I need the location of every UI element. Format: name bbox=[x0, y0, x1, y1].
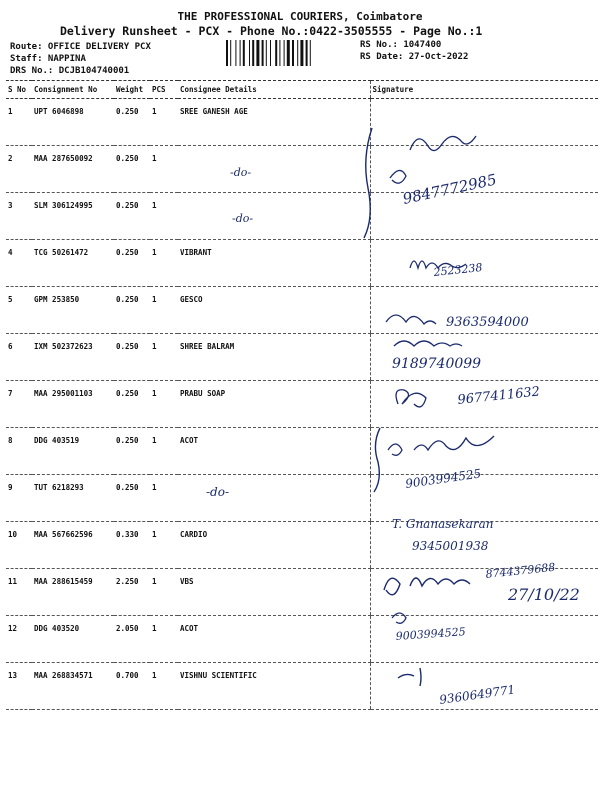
table-row bbox=[6, 663, 598, 710]
company-title: THE PROFESSIONAL COURIERS, Coimbatore bbox=[177, 10, 423, 23]
table-row bbox=[6, 616, 598, 663]
row-consignment: MAA 268834571 bbox=[32, 663, 114, 710]
row-consignment: DDG 403520 bbox=[32, 616, 114, 663]
row-weight: 0.250 bbox=[114, 428, 150, 475]
row-signature-cell bbox=[370, 240, 598, 287]
row-pcs: 1 bbox=[150, 193, 178, 240]
sig-name-10: T. Gnanasekaran bbox=[392, 517, 494, 531]
barcode-bar bbox=[270, 40, 271, 66]
row-sno: 9 bbox=[6, 475, 32, 522]
barcode-bar bbox=[310, 40, 311, 66]
sig-phone-11: 8744379688 bbox=[484, 560, 556, 581]
row-consignee: VIBRANT bbox=[178, 240, 370, 287]
row-signature-cell bbox=[370, 428, 598, 475]
barcode-icon bbox=[226, 40, 354, 66]
row-pcs: 1 bbox=[150, 663, 178, 710]
row-pcs: 1 bbox=[150, 240, 178, 287]
rs-date: RS Date: 27-Oct-2022 bbox=[360, 52, 469, 62]
row-consignment: MAA 288615459 bbox=[32, 569, 114, 616]
ditto-row-2: -do- bbox=[230, 166, 252, 179]
table-header-row bbox=[6, 81, 598, 99]
row-signature-cell bbox=[370, 616, 598, 663]
row-signature-cell bbox=[370, 522, 598, 569]
ditto-row-3: -do- bbox=[232, 212, 254, 225]
row-sno: 2 bbox=[6, 146, 32, 193]
sig-phone-7: 9677411632 bbox=[456, 384, 541, 408]
row-signature-cell bbox=[370, 287, 598, 334]
row-sno: 1 bbox=[6, 99, 32, 146]
drs-number: DRS No.: DCJB104740001 bbox=[10, 66, 130, 76]
row-pcs: 1 bbox=[150, 334, 178, 381]
row-consignee: ACOT bbox=[178, 428, 370, 475]
row-weight: 0.250 bbox=[114, 240, 150, 287]
row-consignment: SLM 306124995 bbox=[32, 193, 114, 240]
row-consignment: TCG 50261472 bbox=[32, 240, 114, 287]
barcode-bar bbox=[235, 40, 236, 66]
row-signature-cell bbox=[370, 193, 598, 240]
row-consignment: MAA 567662596 bbox=[32, 522, 114, 569]
row-signature-cell bbox=[370, 99, 598, 146]
row-consignee: GESCO bbox=[178, 287, 370, 334]
row-sno: 5 bbox=[6, 287, 32, 334]
row-consignment: TUT 6218293 bbox=[32, 475, 114, 522]
row-pcs: 1 bbox=[150, 616, 178, 663]
row-sno: 3 bbox=[6, 193, 32, 240]
row-sno: 11 bbox=[6, 569, 32, 616]
barcode-bar bbox=[297, 40, 298, 66]
row-consignee: CARDIO bbox=[178, 522, 370, 569]
row-weight: 0.700 bbox=[114, 663, 150, 710]
sig-phone-13: 9360649771 bbox=[438, 682, 517, 707]
row-consignee: VISHNU SCIENTIFIC bbox=[178, 663, 370, 710]
row-sno: 8 bbox=[6, 428, 32, 475]
col-consignee: Consignee Details bbox=[178, 81, 370, 99]
barcode-bar bbox=[243, 40, 245, 66]
sig-phone-12: 9003994525 bbox=[395, 625, 467, 643]
row-sno: 13 bbox=[6, 663, 32, 710]
row-signature-cell bbox=[370, 475, 598, 522]
table-row bbox=[6, 475, 598, 522]
row-consignee bbox=[178, 146, 370, 193]
barcode-bar bbox=[287, 40, 290, 66]
row-pcs: 1 bbox=[150, 287, 178, 334]
col-consignment: Consignment No bbox=[32, 81, 114, 99]
row-weight: 0.250 bbox=[114, 99, 150, 146]
sig-phone-1: 9847772985 bbox=[401, 170, 499, 208]
table-row bbox=[6, 193, 598, 240]
barcode-bar bbox=[256, 40, 259, 66]
sig-phone-10: 9345001938 bbox=[412, 539, 489, 553]
table-row bbox=[6, 428, 598, 475]
row-weight: 0.330 bbox=[114, 522, 150, 569]
row-weight: 2.050 bbox=[114, 616, 150, 663]
col-pcs: PCS bbox=[150, 81, 178, 99]
row-consignee: SHREE BALRAM bbox=[178, 334, 370, 381]
barcode-bar bbox=[262, 40, 264, 66]
row-weight: 0.250 bbox=[114, 193, 150, 240]
table-row bbox=[6, 522, 598, 569]
table-row bbox=[6, 287, 598, 334]
row-consignment: MAA 295001103 bbox=[32, 381, 114, 428]
row-weight: 0.250 bbox=[114, 334, 150, 381]
barcode-bar bbox=[275, 40, 277, 66]
runsheet-subtitle: Delivery Runsheet - PCX - Phone No.:0422-3505555 - Page No.:1 bbox=[60, 24, 483, 38]
row-consignee: VBS bbox=[178, 569, 370, 616]
table-row bbox=[6, 569, 598, 616]
row-sno: 6 bbox=[6, 334, 32, 381]
row-consignment: DDG 403519 bbox=[32, 428, 114, 475]
barcode-bar bbox=[292, 40, 294, 66]
row-consignee: SREE GANESH AGE bbox=[178, 99, 370, 146]
row-signature-cell bbox=[370, 334, 598, 381]
row-weight: 0.250 bbox=[114, 287, 150, 334]
row-pcs: 1 bbox=[150, 475, 178, 522]
table-row bbox=[6, 146, 598, 193]
barcode-bar bbox=[306, 40, 308, 66]
row-signature-cell bbox=[370, 663, 598, 710]
row-pcs: 1 bbox=[150, 522, 178, 569]
table-row bbox=[6, 381, 598, 428]
row-signature-cell bbox=[370, 569, 598, 616]
rs-number: RS No.: 1047400 bbox=[360, 40, 442, 50]
row-consignment: GPM 253850 bbox=[32, 287, 114, 334]
sig-phone-8: 9003994525 bbox=[404, 466, 483, 491]
row-weight: 0.250 bbox=[114, 475, 150, 522]
barcode-bar bbox=[252, 40, 254, 66]
ditto-row-9: -do- bbox=[206, 485, 230, 499]
row-consignment: IXM 502372623 bbox=[32, 334, 114, 381]
staff-label: Staff: NAPPINA bbox=[10, 54, 86, 64]
row-consignee bbox=[178, 475, 370, 522]
row-pcs: 1 bbox=[150, 99, 178, 146]
barcode-bar bbox=[249, 40, 250, 66]
row-consignee: ACOT bbox=[178, 616, 370, 663]
runsheet-table bbox=[6, 80, 598, 710]
route-label: Route: OFFICE DELIVERY PCX bbox=[10, 42, 151, 52]
row-sno: 10 bbox=[6, 522, 32, 569]
row-pcs: 1 bbox=[150, 381, 178, 428]
barcode-bar bbox=[226, 40, 228, 66]
barcode-bar bbox=[300, 40, 303, 66]
table-row bbox=[6, 99, 598, 146]
table-row bbox=[6, 240, 598, 287]
row-signature-cell bbox=[370, 381, 598, 428]
row-pcs: 1 bbox=[150, 569, 178, 616]
barcode-bar bbox=[266, 40, 267, 66]
row-consignment: UPT 6046898 bbox=[32, 99, 114, 146]
row-pcs: 1 bbox=[150, 428, 178, 475]
row-consignee bbox=[178, 193, 370, 240]
sig-phone-5: 9363594000 bbox=[446, 315, 529, 330]
barcode-bar bbox=[284, 40, 285, 66]
col-weight: Weight bbox=[114, 81, 150, 99]
sig-phone-6: 9189740099 bbox=[392, 356, 482, 372]
row-sno: 7 bbox=[6, 381, 32, 428]
barcode-bar bbox=[279, 40, 280, 66]
table-row bbox=[6, 334, 598, 381]
col-sno: S No bbox=[6, 81, 32, 99]
col-signature: Signature bbox=[370, 81, 598, 99]
row-consignee: PRABU SOAP bbox=[178, 381, 370, 428]
row-weight: 0.250 bbox=[114, 146, 150, 193]
sig-phone-4: 2523238 bbox=[432, 260, 484, 279]
sig-date-11: 27/10/22 bbox=[508, 585, 580, 604]
barcode-bar bbox=[230, 40, 231, 66]
row-weight: 2.250 bbox=[114, 569, 150, 616]
barcode-bar bbox=[240, 40, 241, 66]
row-consignment: MAA 287650092 bbox=[32, 146, 114, 193]
row-pcs: 1 bbox=[150, 146, 178, 193]
row-sno: 12 bbox=[6, 616, 32, 663]
row-weight: 0.250 bbox=[114, 381, 150, 428]
row-signature-cell bbox=[370, 146, 598, 193]
row-sno: 4 bbox=[6, 240, 32, 287]
